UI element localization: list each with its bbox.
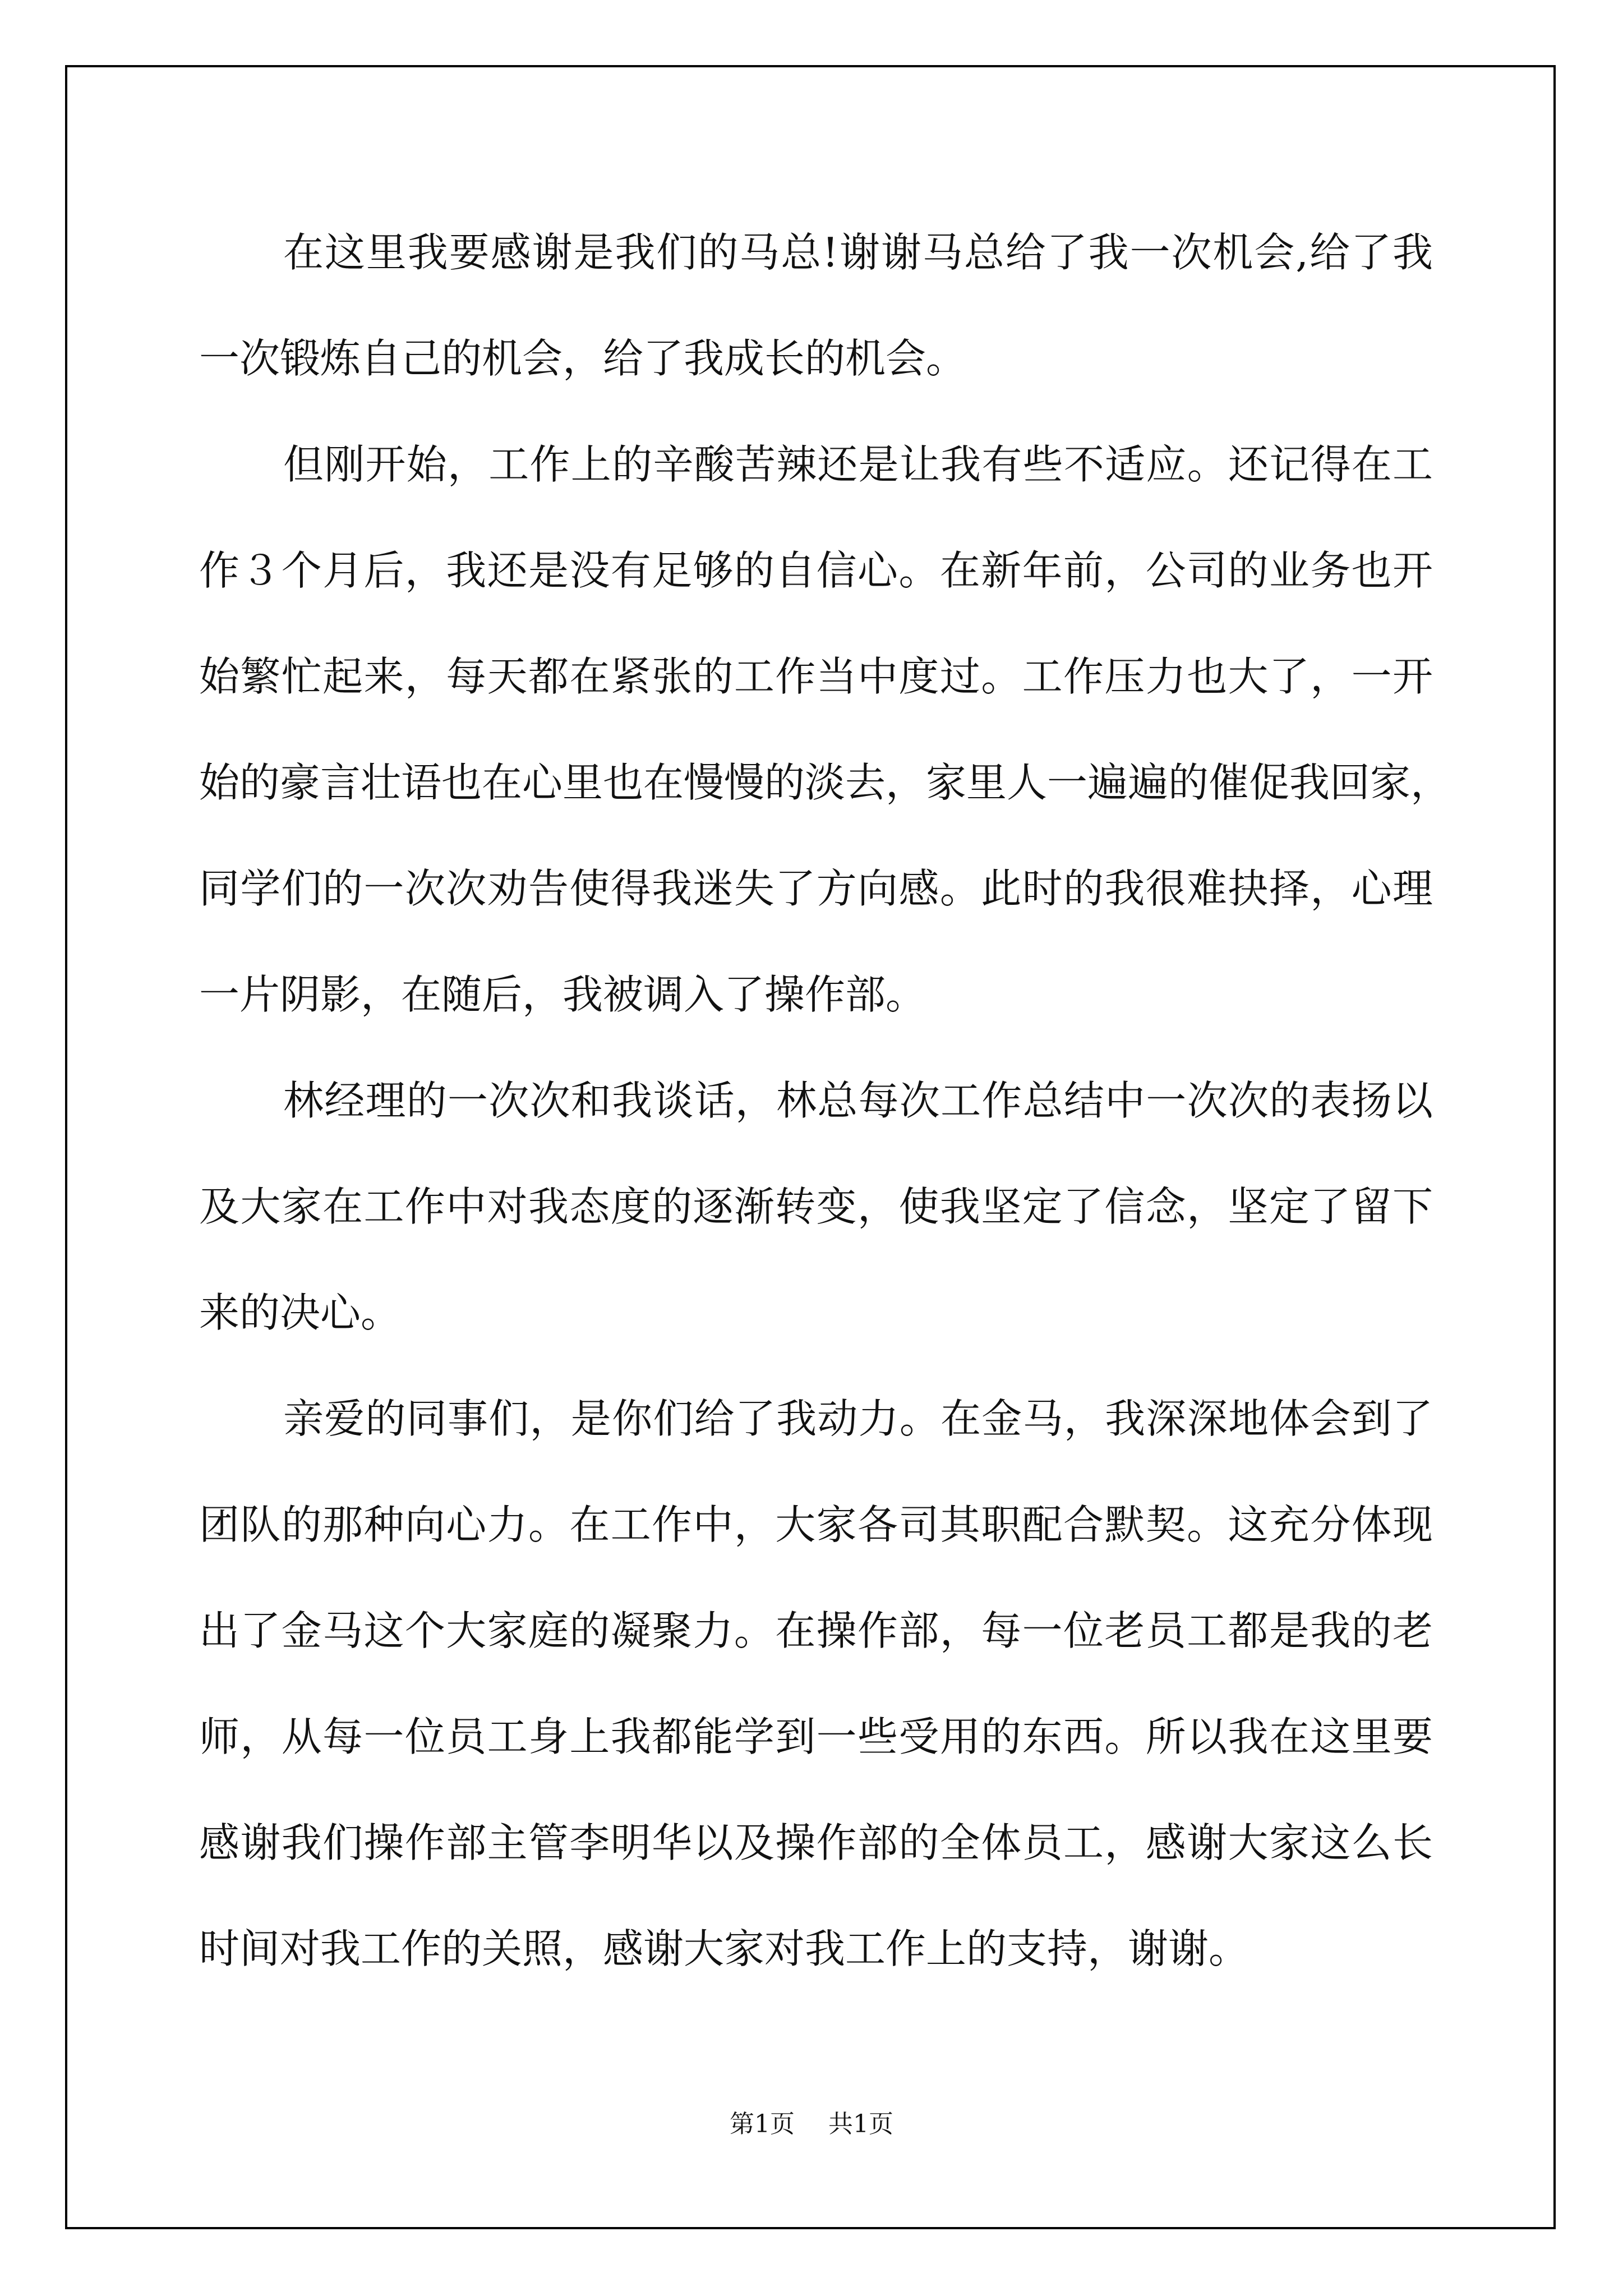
text-line: 在这里我要感谢是我们的马总!谢谢马总给了我一次机会,给了我 <box>283 229 1433 276</box>
page-number-total: 共1页 <box>828 2110 893 2138</box>
paragraph-2 <box>199 412 1451 1048</box>
paragraph-1 <box>199 200 1433 412</box>
text-line: 一次锻炼自己的机会，给了我成长的机会。 <box>199 335 967 382</box>
text-line: 一片阴影，在随后，我被调入了操作部。 <box>199 971 926 1018</box>
paragraph-4 <box>199 1366 1433 2002</box>
text-line: 亲爱的同事们，是你们给了我动力。在金马，我深深地体会到了 <box>283 1395 1433 1442</box>
document-body <box>199 200 1451 2002</box>
text-line: 但刚开始，工作上的辛酸苦辣还是让我有些不适应。还记得在工 <box>283 441 1433 488</box>
text-line: 时间对我工作的关照，感谢大家对我工作上的支持，谢谢。 <box>199 1925 1249 1972</box>
page-footer <box>0 2104 1623 2139</box>
page-number-current: 第1页 <box>730 2110 795 2138</box>
text-line: 师，从每一位员工身上我都能学到一些受用的东西。所以我在这里要 <box>199 1713 1433 1760</box>
text-line: 林经理的一次次和我谈话，林总每次工作总结中一次次的表扬以 <box>283 1077 1433 1124</box>
text-line: 始的豪言壮语也在心里也在慢慢的淡去，家里人一遍遍的催促我回家， <box>199 759 1451 806</box>
paragraph-3 <box>199 1048 1433 1366</box>
text-line: 感谢我们操作部主管李明华以及操作部的全体员工，感谢大家这么长 <box>199 1819 1433 1866</box>
text-line: 来的决心。 <box>199 1289 402 1336</box>
text-line: 团队的那种向心力。在工作中，大家各司其职配合默契。这充分体现 <box>199 1501 1433 1548</box>
text-line: 出了金马这个大家庭的凝聚力。在操作部，每一位老员工都是我的老 <box>199 1607 1433 1654</box>
text-line: 及大家在工作中对我态度的逐渐转变，使我坚定了信念，坚定了留下 <box>199 1183 1433 1230</box>
text-line: 作３个月后，我还是没有足够的自信心。在新年前，公司的业务也开 <box>199 547 1433 594</box>
text-line: 始繁忙起来，每天都在紧张的工作当中度过。工作压力也大了，一开 <box>199 653 1433 700</box>
text-line: 同学们的一次次劝告使得我迷失了方向感。此时的我很难抉择，心理 <box>199 865 1433 912</box>
